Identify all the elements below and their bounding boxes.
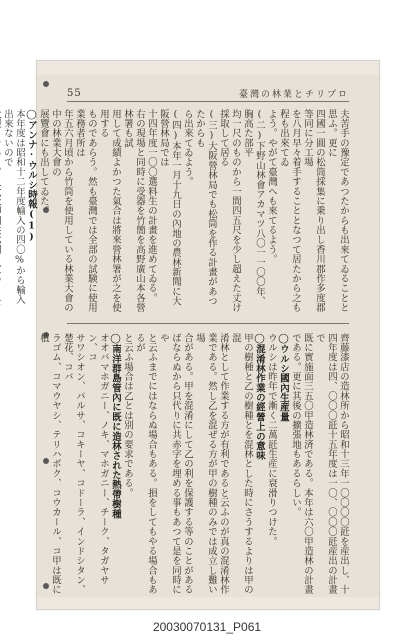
paragraph: (三)大阪營林局でも松筒を作る計畫があつたからも [194,109,217,307]
section-heading: ◯混淆林作業の經營上の意味 [254,333,265,461]
paragraph: 既に實施面三五〇甲造林済である。本年は六〇甲造林の計畫 [302,333,313,595]
paragraph: である。更に其後の擴張地もあるらしい。 [290,333,301,518]
paragraph: ら出來てゐよう。 [182,109,193,187]
page-number: 55 [67,87,82,99]
paragraph: 四年度は四、〇〇〇瓩十五年度は一〇、〇〇〇瓩産出の計畫で [314,333,337,595]
binding-hole [43,81,49,87]
bottom-text-block [38,333,349,595]
paragraph: 業である。然し乙を混ぜる方が甲の樹種のみでは成立し難い場 [194,333,217,595]
paragraph: 本年度は昭和十二年度輸入の四〇%から輸入出來ないので [2,109,25,305]
paragraph [0,109,1,313]
section-heading: ◯ウルシ國內生産量 [278,333,289,422]
image-caption: 20030070131_P061 [152,620,262,634]
paragraph: 十四年度一〇〇選料生の計畫を進めてゐる。 [146,109,157,303]
paragraph: と云ふ場合は乙とは別の要求である。 [122,333,133,498]
paragraph: 展覽會にも出してゐた。 [38,109,49,216]
top-text-block [2,109,349,313]
paragraph: を八月早々着手することとなつて居たから之も程も出來てゐ [278,109,301,313]
page-bottom-edge [37,597,379,609]
paragraph: 合がある。甲を混淆にして乙の利を保護する等のことがある [182,333,193,595]
section-heading: ◯南洋群島管內に既に造林された熱帶樹種 [110,333,121,519]
paragraph: ラゴム、コマウヤシ、テリハボク、コウカール、コ甲は既に植 [38,333,61,595]
page-top-edge [37,61,379,75]
paragraph: 齊藤漆店の造林所から昭和十三年一〇〇〇〇瓩を産出し、十 [338,333,349,595]
paragraph: 夫苦手の豫定であつたからも出來てゐることと思ふ。更に [326,109,349,313]
paragraph: よう。やがて臺灣へも來てるよう。 [266,109,277,265]
paragraph: (二)下野山林會アカマツ八〇一一〇〇年、胸高た部平 [242,109,265,307]
section-heading: ◯アンナ·ウルシ時報(1) [26,109,37,244]
paragraph: 用して成績よかつた氣合は將來營林署が之を使用する [98,109,121,313]
section-divider [67,323,349,324]
paragraph: ものであらう。然も臺灣では全部の試験に使用業務者所は [74,109,97,313]
paragraph: 淆林として作業する方が有利であると云ふのが真の混淆林作 [218,333,229,595]
paragraph: サワシオン、パルサ、コキーヤ、コドーラ、インドシタン、楚花、コバ [62,333,85,595]
document-page [2,60,380,610]
paragraph: 四國一圓の松筒採集に乗り出し香川郡作多度郡等同に分工場 [302,109,325,313]
paragraph: と云ふまでにはならぬ場合もある。損をしてもやる場合もあるが [134,333,157,595]
paragraph: 右の現場と同時に受器を竹簡を高野廣山本各營林署も試 [122,109,145,313]
paragraph: 年五六月頃から竹筒を使用している林業大會の中の林業大會の [50,109,73,313]
paragraph: ウルシは昨年で漸く二萬瓩生産に衰滑りつけた。 [266,333,277,547]
page-header-title: 臺灣の林業とチリプロ [238,89,349,100]
paragraph: (四)本年一月十九日の內地の農林新聞に大阪營林局では [158,109,181,307]
paragraph: オオバマホガニー、ノキ、マホガニー、チーク、タガヤサン、コ [86,333,109,585]
page-header [67,85,349,102]
paragraph: 甲の樹種と乙の樹種とを混林とした時にさうするよりは甲の混 [230,333,253,595]
paragraph: 均一尺のものから一間四五尺を少し超えた丈け採取して居る [218,109,241,313]
paragraph: ばならぬから只代りに共赤字を埋める事もあつて是を同時にや [158,333,181,595]
